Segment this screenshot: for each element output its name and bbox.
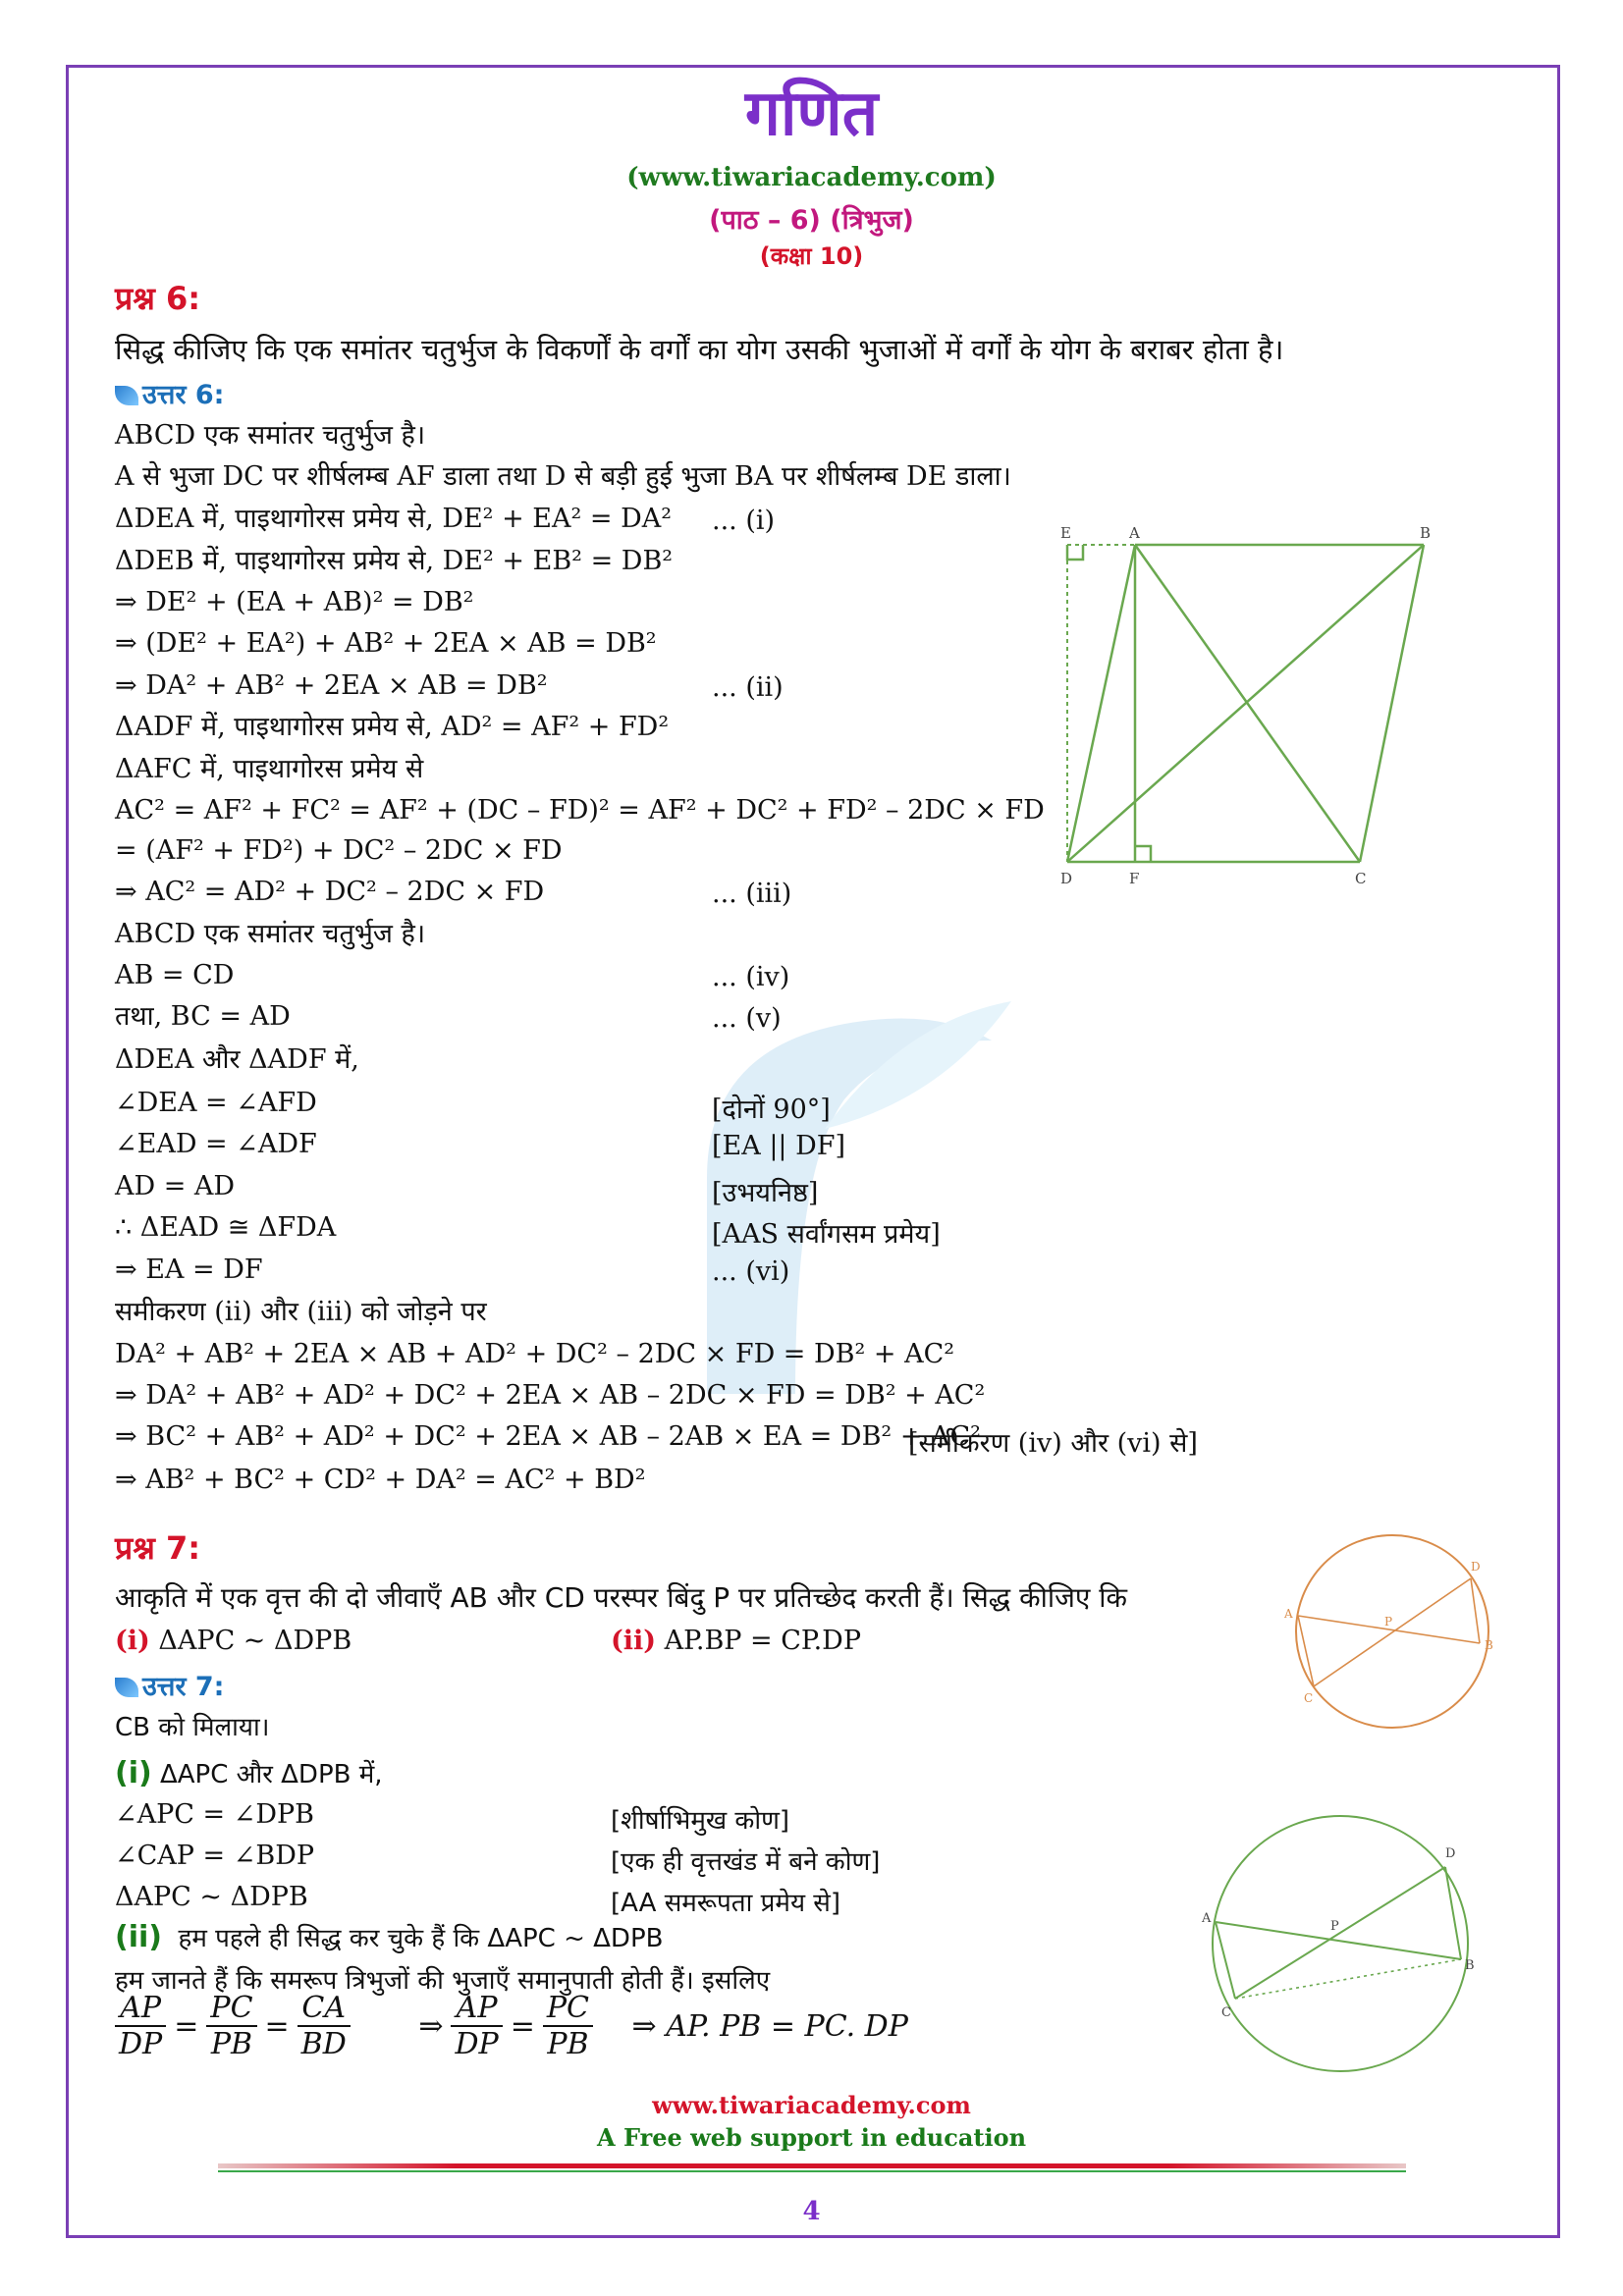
question-7-part-ii: (ii) AP.BP = CP.DP	[611, 1626, 861, 1656]
answer-6-line: ⇒ BC² + AB² + AD² + DC² + 2EA × AB – 2AB × EA = DB² + AC²	[115, 1421, 982, 1452]
answer-6-line: ∴ ΔEAD ≅ ΔFDA	[115, 1212, 337, 1243]
chapter-label: (पाठ – 6) (त्रिभुज)	[709, 205, 914, 236]
site-url: (www.tiwariacademy.com)	[626, 163, 997, 192]
label-b: B	[1420, 524, 1432, 542]
answer-6-line: समीकरण (ii) और (iii) को जोड़ने पर	[115, 1297, 487, 1327]
label-a: A	[1129, 524, 1140, 542]
label-f: F	[1129, 870, 1140, 887]
circle2-label-a: A	[1202, 1911, 1212, 1926]
answer-7-part-ii-intro: (ii) हम पहले ही सिद्ध कर चुके हैं कि ΔAPC ~ ΔDPB	[115, 1920, 664, 1954]
answer-6-line-reference: [समीकरण (iv) और (vi) से]	[908, 1428, 1198, 1459]
label-c: C	[1355, 870, 1367, 887]
page-number: 4	[802, 2197, 821, 2226]
answer-7-reason: [AA समरूपता प्रमेय से]	[611, 1889, 841, 1918]
answer-6-line: A से भुजा DC पर शीर्षलम्ब AF डाला तथा D से बड़ी हुई भुजा BA पर शीर्षलम्ब DE डाला।	[115, 461, 1011, 492]
label-e: E	[1060, 524, 1071, 542]
answer-7-reason: [एक ही वृत्तखंड में बने कोण]	[611, 1847, 881, 1877]
fraction-ap-dp-2: $\frac{AP}{DP}$	[451, 1991, 502, 2061]
answer-7-statement: ∠CAP = ∠BDP	[115, 1841, 315, 1871]
answer-6-line: ∠DEA = ∠AFD	[115, 1088, 317, 1118]
question-6-label: प्रश्न 6:	[115, 280, 201, 317]
result-equation: ⇒ AP. PB = PC. DP	[631, 2008, 908, 2044]
answer-7-part-i-intro: (i) ΔAPC और ΔDPB में,	[115, 1756, 383, 1790]
answer-6-label: उत्तर 6:	[115, 375, 224, 411]
answer-6-line-reference: ... (iii)	[712, 879, 792, 909]
answer-6-line-reference: ... (i)	[712, 506, 776, 536]
diagonal-ac	[1135, 545, 1360, 862]
footer-tagline: A Free web support in education	[596, 2123, 1027, 2152]
answer-6-line: ABCD एक समांतर चतुर्भुज है।	[115, 919, 426, 949]
answer-6-line: तथा, BC = AD	[115, 1001, 291, 1032]
circle2-label-p: P	[1330, 1919, 1339, 1934]
answer-7-label: उत्तर 7:	[115, 1667, 224, 1703]
answer-6-line: ⇒ DA² + AB² + 2EA × AB = DB²	[115, 670, 548, 701]
circle2-label-d: D	[1445, 1846, 1456, 1861]
answer-7-since: हम जानते हैं कि समरूप त्रिभुजों की भुजाएँ समानुपाती होती हैं। इसलिए	[115, 1966, 771, 1996]
tiwari-logo-icon	[115, 1678, 138, 1697]
question-7-text: आकृति में एक वृत्त की दो जीवाएँ AB और CD परस्पर बिंदु P पर प्रतिच्छेद करती हैं। सिद्ध कीजिए कि	[115, 1581, 1127, 1614]
label-d: D	[1060, 870, 1073, 887]
circle2-label-c: C	[1221, 2005, 1231, 2020]
answer-6-line: ⇒ (DE² + EA²) + AB² + 2EA × AB = DB²	[115, 628, 657, 659]
answer-6-line-reference: ... (vi)	[712, 1256, 790, 1287]
circle1-label-a: A	[1284, 1607, 1293, 1621]
answer-6-line: ABCD एक समांतर चतुर्भुज है।	[115, 420, 426, 451]
question-7-label: प्रश्न 7:	[115, 1529, 201, 1567]
answer-6-line: = (AF² + FD²) + DC² – 2DC × FD	[115, 835, 563, 866]
tiwari-logo-icon	[115, 386, 138, 405]
circle-proof-figure	[1188, 1806, 1483, 2081]
answer-6-line-reference: [उभयनिष्ठ]	[712, 1178, 819, 1208]
circle1-label-d: D	[1471, 1560, 1481, 1574]
fraction-pc-pb: $\frac{PC}{PB}$	[206, 1991, 256, 2061]
answer-6-line: ΔAFC में, पाइथागोरस प्रमेय से	[115, 754, 424, 784]
footer-rule	[218, 2163, 1406, 2168]
answer-6-line: ∠EAD = ∠ADF	[115, 1129, 317, 1159]
answer-6-line-reference: ... (iv)	[712, 962, 790, 992]
answer-6-line: AC² = AF² + FC² = AF² + (DC – FD)² = AF² + DC² + FD² – 2DC × FD	[115, 795, 1045, 826]
page-title: गणित	[744, 78, 879, 150]
answer-6-line-reference: [AAS सर्वांगसम प्रमेय]	[712, 1219, 941, 1250]
circle1-label-c: C	[1304, 1691, 1314, 1705]
footer-site: www.tiwariacademy.com	[652, 2091, 971, 2119]
answer-7-statement: ∠APC = ∠DPB	[115, 1799, 315, 1830]
circle1-label-p: P	[1384, 1615, 1393, 1629]
ratio-equation: $\frac{AP}{DP}$ = $\frac{PC}{PB}$ = $\frac{CA}{BD}$ ⇒ $\frac{AP}{DP}$ = $\frac{PC}{PB}$ ⇒ AP. PB = PC. DP	[115, 1991, 916, 2061]
answer-6-line-reference: [EA || DF]	[712, 1131, 846, 1161]
answer-6-line: DA² + AB² + 2EA × AB + AD² + DC² – 2DC × FD = DB² + AC²	[115, 1339, 955, 1369]
answer-6-line-reference: ... (v)	[712, 1003, 782, 1034]
circle1-label-b: B	[1485, 1638, 1493, 1652]
right-angle-e	[1067, 545, 1083, 560]
footer-rule-green	[218, 2170, 1406, 2172]
answer-6-line-reference: [दोनों 90°]	[712, 1095, 831, 1125]
answer-6-line: ΔDEB में, पाइथागोरस प्रमेय से, DE² + EB² = DB²	[115, 546, 674, 576]
answer-6-line: AD = AD	[115, 1171, 236, 1201]
question-6-text: सिद्ध कीजिए कि एक समांतर चतुर्भुज के विकर्णों के वर्गों का योग उसकी भुजाओं में वर्गों के योग के बराबर होता है।	[115, 333, 1284, 366]
fraction-pc-pb-2: $\frac{PC}{PB}$	[543, 1991, 593, 2061]
fraction-ap-dp: $\frac{AP}{DP}$	[115, 1991, 166, 2061]
right-angle-f	[1135, 846, 1151, 862]
side-ad	[1067, 545, 1135, 862]
parallelogram-figure	[1051, 520, 1443, 893]
answer-6-line: ⇒ EA = DF	[115, 1255, 263, 1285]
answer-6-line: ΔDEA में, पाइथागोरस प्रमेय से, DE² + EA² = DA²	[115, 504, 673, 534]
question-7-part-i: (i) ΔAPC ~ ΔDPB	[115, 1626, 352, 1656]
circle2-label-b: B	[1465, 1958, 1475, 1973]
answer-7-statement: ΔAPC ~ ΔDPB	[115, 1882, 308, 1912]
answer-7-join: CB को मिलाया।	[115, 1713, 270, 1742]
answer-6-line: ΔADF में, पाइथागोरस प्रमेय से, AD² = AF² + FD²	[115, 712, 670, 742]
class-label: (कक्षा 10)	[759, 242, 864, 270]
answer-6-line: ΔDEA और ΔADF में,	[115, 1044, 359, 1075]
joined-cb	[1235, 1959, 1461, 1999]
fraction-ca-bd: $\frac{CA}{BD}$	[298, 1991, 351, 2061]
answer-7-reason: [शीर्षाभिमुख कोण]	[611, 1806, 790, 1836]
answer-6-line: ⇒ DA² + AB² + AD² + DC² + 2EA × AB – 2DC × FD = DB² + AC²	[115, 1380, 986, 1411]
answer-6-line: ⇒ DE² + (EA + AB)² = DB²	[115, 587, 474, 617]
answer-6-line: ⇒ AB² + BC² + CD² + DA² = AC² + BD²	[115, 1465, 646, 1495]
answer-6-line: ⇒ AC² = AD² + DC² – 2DC × FD	[115, 877, 545, 907]
circle-chords-figure	[1276, 1531, 1502, 1737]
answer-6-line-reference: ... (ii)	[712, 672, 784, 703]
answer-6-line: AB = CD	[115, 960, 235, 990]
